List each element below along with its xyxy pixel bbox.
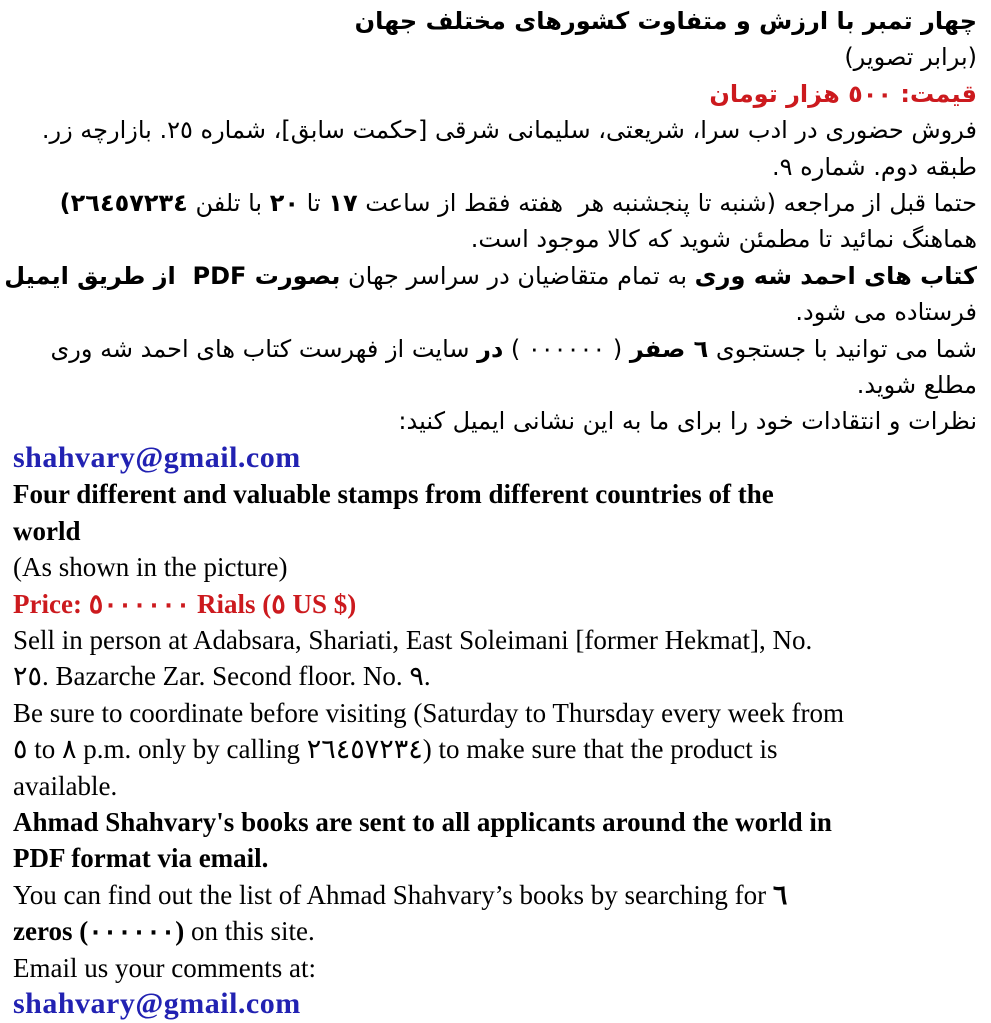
text-segment: طبقه دوم. شماره ٩. [772, 152, 977, 181]
persian-address-line-2 [13, 149, 977, 185]
text-segment: ٥ to ٨ p.m. only by calling ٢٦٤٥٧٢٣٤) to make sure that the product is [13, 734, 778, 765]
text-segment: Sell in person at Adabsara, Shariati, East Soleimani [former Hekmat], No. [13, 624, 813, 655]
persian-schedule-line-1 [13, 185, 977, 221]
english-search-line-2 [13, 913, 977, 949]
persian-books-line-1 [4, 258, 977, 294]
text-segment: با تلفن [187, 189, 270, 218]
text-segment: on this site. [184, 916, 315, 947]
persian-address-line-1 [13, 112, 977, 148]
text-segment: ( ٠٠٠٠٠٠ ) [503, 334, 630, 363]
persian-subtitle [13, 39, 977, 75]
text-segment: PDF format via email. [13, 843, 269, 874]
persian-feedback-line [13, 403, 977, 439]
text-segment: مطلع شوید. [856, 371, 977, 400]
english-title-line-1 [13, 476, 977, 512]
english-title-line-2 [13, 513, 977, 549]
text-segment: ٢٥. Bazarche Zar. Second floor. No. ٩. [13, 661, 431, 692]
text-segment: Four different and valuable stamps from different countries of the [13, 479, 774, 510]
english-search-line-1 [13, 877, 977, 913]
text-segment: حتما قبل از مراجعه (شنبه تا پنجشنبه هر هفته فقط از ساعت [357, 189, 977, 218]
text-segment: هماهنگ نمائید تا مطمئن شوید که کالا موجود است. [470, 225, 977, 254]
email-link-top[interactable] [13, 440, 977, 476]
text-segment: world [13, 515, 81, 546]
persian-search-line-2 [13, 367, 977, 403]
persian-schedule-line-2 [13, 221, 977, 257]
text-segment: You can find out the list of Ahmad Shahvary’s books by searching for [13, 879, 773, 910]
text-segment: در [477, 334, 504, 363]
english-books-line-2 [13, 840, 977, 876]
text-segment: ٦ [772, 879, 788, 910]
text-segment: zeros (٠٠٠٠٠٠) [13, 916, 185, 947]
text-segment: Price: ٥٠٠٠٠٠٠ Rials (٥ US $) [13, 588, 357, 619]
text-segment: فرستاده می شود. [795, 298, 977, 327]
email-address: shahvary@gmail.com [13, 986, 301, 1020]
text-segment: Email us your comments at: [13, 952, 316, 983]
text-segment: ١٧ [328, 189, 358, 218]
email-address: shahvary@gmail.com [13, 440, 301, 474]
text-segment: چهار تمبر با ارزش و متفاوت کشورهای مختلف جهان [354, 7, 977, 35]
persian-price-line [13, 76, 977, 112]
text-segment: به تمام متقاضیان در سراسر جهان [340, 261, 695, 290]
text-segment: Be sure to coordinate before visiting (Saturday to Thursday every week from [13, 697, 845, 728]
text-segment: بصورت PDF از طریق ایمیل [4, 261, 341, 290]
text-segment: (As shown in the picture) [13, 552, 288, 583]
text-segment: تا [299, 189, 329, 218]
english-books-line-1 [13, 804, 977, 840]
text-segment: شما می توانید با جستجوی [708, 334, 977, 363]
email-link-bottom[interactable] [13, 986, 977, 1022]
text-segment: قیمت: ٥٠٠ هزار تومان [709, 79, 977, 108]
text-segment: فروش حضوری در ادب سرا، شریعتی، سلیمانی شرقی [حکمت سابق]، شماره ٢٥. بازارچه زر. [41, 116, 977, 145]
text-segment: کتاب های احمد شه وری [694, 261, 977, 290]
english-schedule-line-3 [13, 768, 977, 804]
text-segment: سایت از فهرست کتاب های احمد شه وری [50, 334, 478, 363]
text-segment: (برابر تصویر) [844, 43, 977, 72]
persian-title [13, 3, 977, 39]
text-segment: نظرات و انتقادات خود را برای ما به این نشانی ایمیل کنید: [398, 407, 977, 436]
english-address-line-1 [13, 622, 977, 658]
english-feedback-line [13, 950, 977, 986]
text-segment: ٢٦٤٥٧٢٣٤) [59, 189, 188, 218]
english-address-line-2 [13, 658, 977, 694]
text-segment: Ahmad Shahvary's books are sent to all applicants around the world in [13, 806, 832, 837]
text-segment: ٦ صفر [629, 334, 709, 363]
text-segment: ٢٠ [269, 189, 300, 218]
persian-search-line-1 [13, 331, 977, 367]
english-subtitle [13, 549, 977, 585]
english-price-line [13, 586, 977, 622]
english-schedule-line-2 [13, 731, 977, 767]
english-schedule-line-1 [13, 695, 977, 731]
persian-books-line-2 [13, 294, 977, 330]
text-segment: available. [13, 770, 118, 801]
